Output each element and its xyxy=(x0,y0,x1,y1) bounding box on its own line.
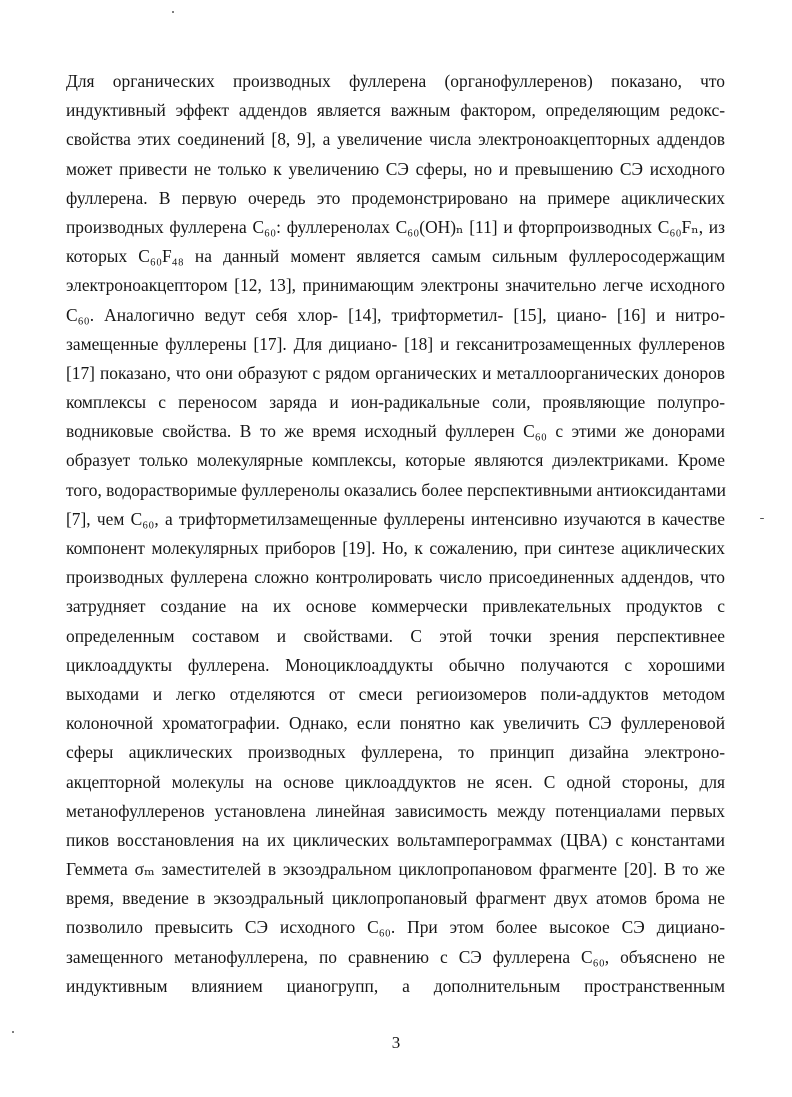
text-line: производных фуллерена C₆₀: фуллеренолах C₆₀(OH)ₙ [11] и фторпроизводных C₆₀Fₙ, из xyxy=(66,216,725,237)
scan-speck xyxy=(172,11,174,13)
text-line: [7], чем C₆₀, а трифторметилзамещенные фуллерены интенсивно изучаются в качестве xyxy=(66,508,725,529)
text-line: замещенные фуллерены [17]. Для дициано- [18] и гексанитрозамещенных фуллеренов xyxy=(66,333,725,354)
text-line: [17] показано, что они образуют с рядом органических и металлоорганических доноров xyxy=(66,362,725,383)
text-line: образует только молекулярные комплексы, которые являются диэлектриками. Кроме xyxy=(66,450,725,471)
text-line: пиков восстановления на их циклических вольтамперограммах (ЦВА) с константами xyxy=(66,829,725,850)
text-line: производных фуллерена сложно контролировать число присоединенных аддендов, что xyxy=(66,567,725,588)
text-line: выходами и легко отделяются от смеси региоизомеров поли-аддуктов методом xyxy=(66,683,725,704)
text-line: время, введение в экзоэдральный циклопропановый фрагмент двух атомов брома не xyxy=(66,888,725,909)
text-line: определенным составом и свойствами. С этой точки зрения перспективнее xyxy=(66,625,725,646)
page-number: 3 xyxy=(391,1033,401,1052)
text-line: метанофуллеренов установлена линейная зависимость между потенциалами первых xyxy=(66,800,725,821)
text-line: электроноакцептором [12, 13], принимающим электроны значительно легче исходного xyxy=(66,275,725,296)
text-line: C₆₀. Аналогично ведут себя хлор- [14], трифторметил- [15], циано- [16] и нитро- xyxy=(66,304,725,325)
text-line: водниковые свойства. В то же время исходный фуллерен C₆₀ с этими же донорами xyxy=(66,421,725,442)
scan-speck xyxy=(12,1031,14,1033)
text-line: Для органических производных фуллерена (органофуллеренов) показано, что xyxy=(66,71,725,91)
text-line: Геммета σₘ заместителей в экзоэдральном циклопропановом фрагменте [20]. В то же xyxy=(66,859,725,880)
scan-speck xyxy=(760,518,764,519)
text-line: позволило превысить СЭ исходного C₆₀. При этом более высокое СЭ дициано- xyxy=(66,917,725,938)
text-line: индуктивным влиянием цианогрупп, а дополнительным пространственным xyxy=(66,975,725,996)
text-line: циклоаддукты фуллерена. Моноциклоаддукты обычно получаются с хорошими xyxy=(66,654,725,675)
text-line: затрудняет создание на их основе коммерчески привлекательных продуктов с xyxy=(66,596,725,617)
text-line: компонент молекулярных приборов [19]. Но, к сожалению, при синтезе ациклических xyxy=(66,538,725,558)
text-line: которых C₆₀F₄₈ на данный момент является самым сильным фуллеросодержащим xyxy=(66,246,725,267)
text-line: может привести не только к увеличению СЭ сферы, но и превышению СЭ исходного xyxy=(66,158,725,179)
text-line: фуллерена. В первую очередь это продемонстрировано на примере ациклических xyxy=(66,187,725,208)
body-paragraph xyxy=(66,67,725,1001)
text-line: колоночной хроматографии. Однако, если понятно как увеличить СЭ фуллереновой xyxy=(66,713,725,734)
text-line: свойства этих соединений [8, 9], а увеличение числа электроноакцепторных аддендов xyxy=(66,129,725,150)
text-line: индуктивный эффект аддендов является важным фактором, определяющим редокс- xyxy=(66,100,725,121)
text-line: акцепторной молекулы на основе циклоаддуктов не ясен. С одной стороны, для xyxy=(66,771,725,792)
text-line: того, водорастворимые фуллеренолы оказались более перспективными антиоксидантами xyxy=(66,479,726,500)
text-line: комплексы с переносом заряда и ион-радикальные соли, проявляющие полупро- xyxy=(66,392,725,413)
text-line: замещенного метанофуллерена, по сравнению с СЭ фуллерена C₆₀, объяснено не xyxy=(66,946,725,967)
text-line: сферы ациклических производных фуллерена, то принцип дизайна электроно- xyxy=(66,742,725,763)
